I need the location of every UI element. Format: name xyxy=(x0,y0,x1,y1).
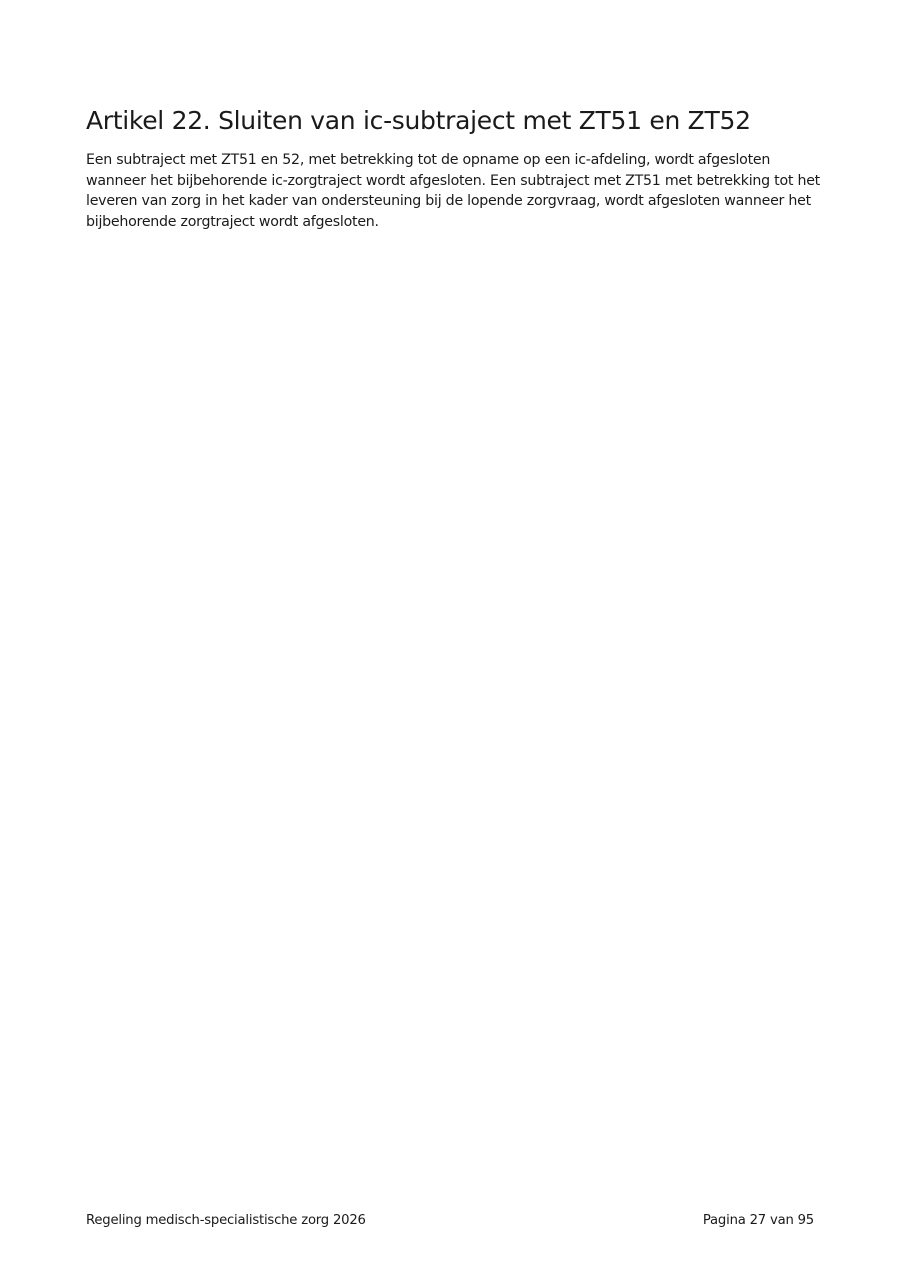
paragraph-line: Een subtraject met ZT51 en 52, met betrekking tot de opname op een ic-afdeling, wordt afgesloten xyxy=(86,152,771,168)
article-paragraph xyxy=(86,150,826,232)
footer-document-title: Regeling medisch-specialistische zorg 2026 xyxy=(86,1213,366,1228)
paragraph-line: bijbehorende zorgtraject wordt afgesloten. xyxy=(86,213,379,230)
paragraph-line: wanneer het bijbehorende ic-zorgtraject wordt afgesloten. Een subtraject met ZT51 met betrekking tot het xyxy=(86,172,820,189)
article-heading: Artikel 22. Sluiten van ic-subtraject met ZT51 en ZT52 xyxy=(86,106,751,135)
paragraph-line: leveren van zorg in het kader van ondersteuning bij de lopende zorgvraag, wordt afgesloten wanneer het xyxy=(86,193,811,209)
footer-page-number: Pagina 27 van 95 xyxy=(702,1213,814,1228)
